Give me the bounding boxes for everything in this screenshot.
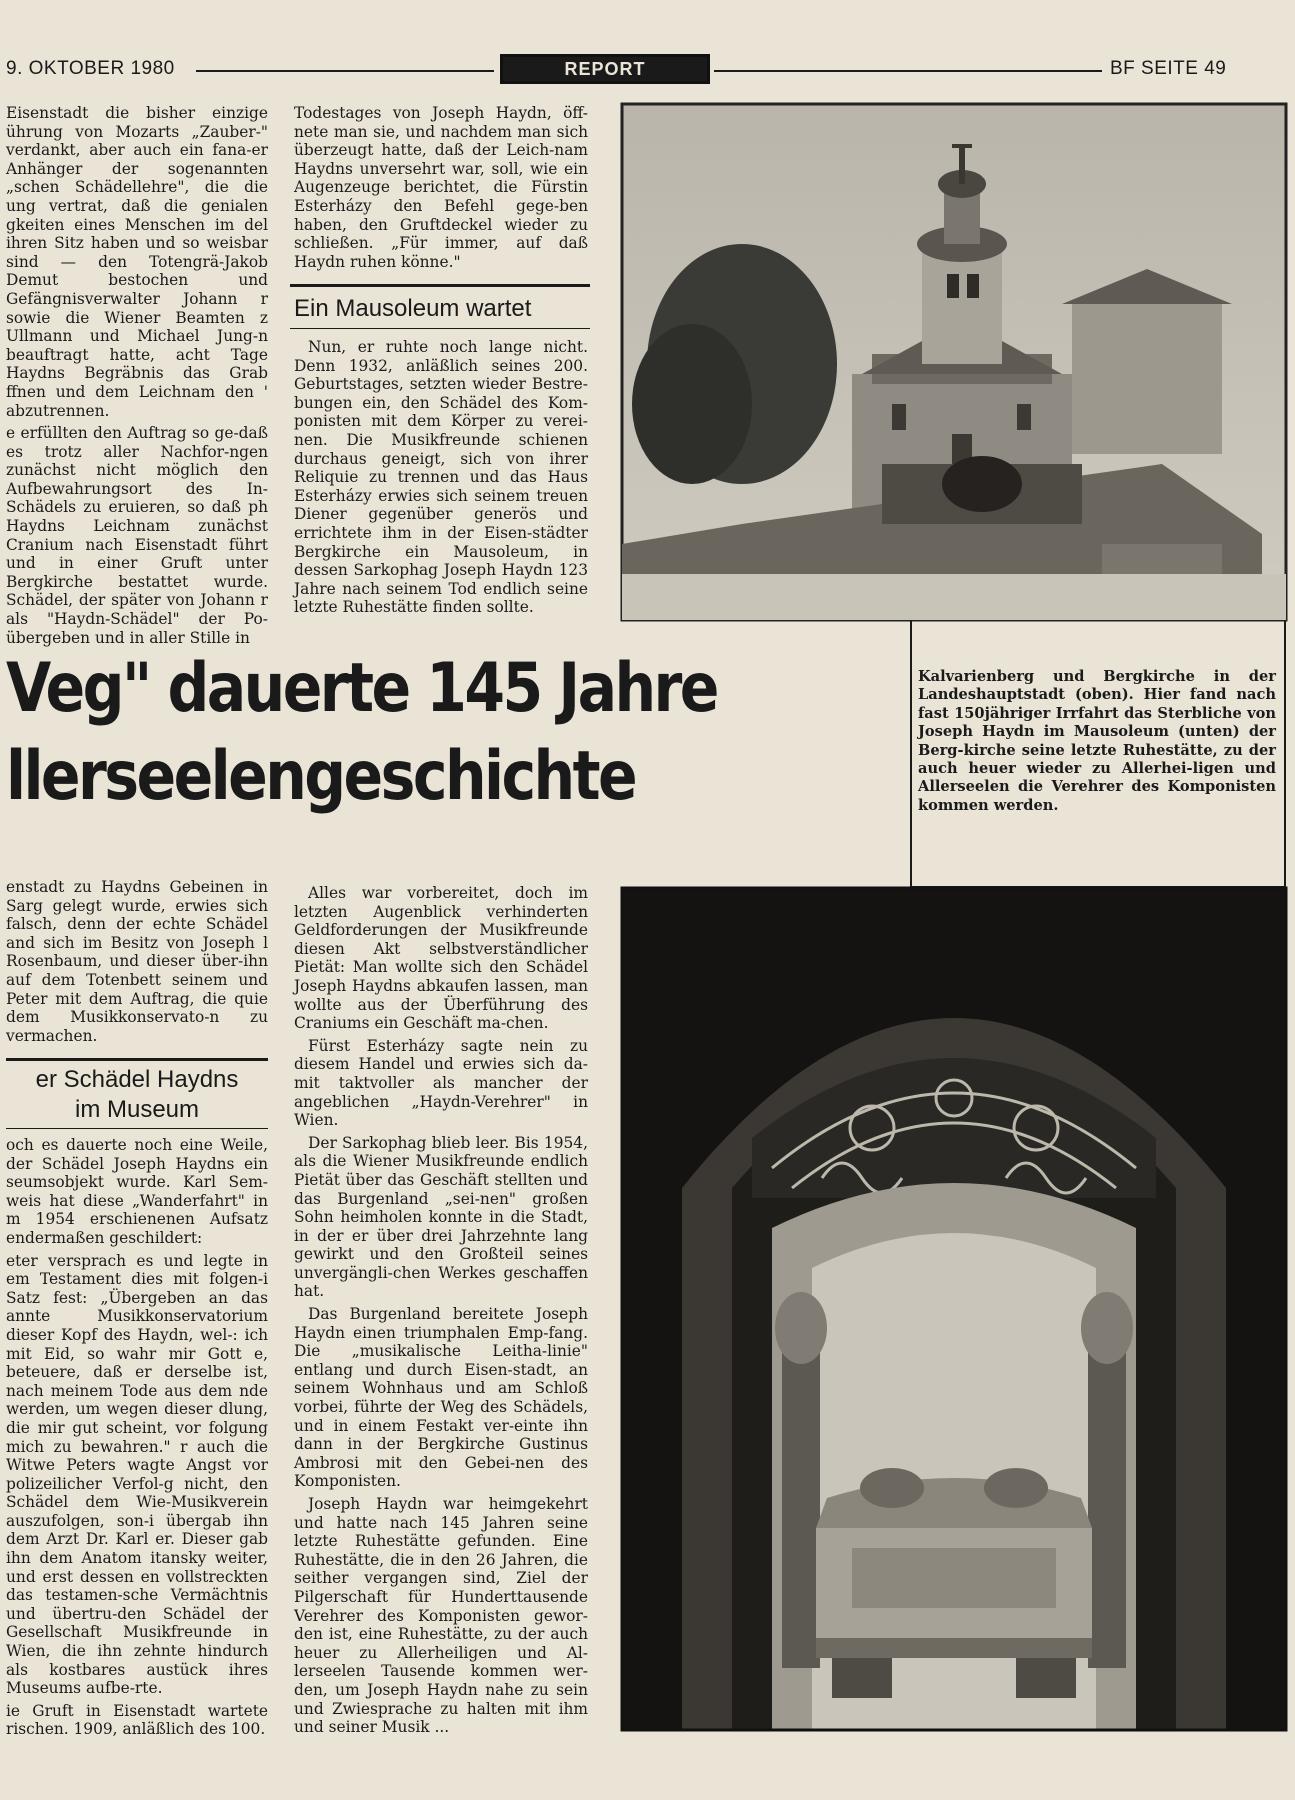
subhead-2-rule-bottom [6, 1128, 268, 1129]
paragraph: enstadt zu Haydns Gebeinen in Sarg gelegt wurde, erwies sich falsch, denn der echte Schädel and sich im Besitz von Joseph l Rosenbaum, und dieser über-ihn auf dem Totenbett seinem und Peter mit dem Auftrag, die quie dem Musikkonservato-n zu vermachen. [6, 878, 268, 1045]
paragraph: Alles war vorbereitet, doch im letzten Augenblick verhinderten Geldforderungen der Musikfreunde diesen Akt selbstverständlicher Pietät: Man wollte sich den Schädel Joseph Haydns abkaufen lassen, man wollte aus der Überführung des Craniums ein Geschäft ma-chen. [294, 884, 588, 1033]
column-1-bottom [6, 1136, 268, 1796]
subhead-2-rule [6, 1058, 268, 1061]
paragraph: Joseph Haydn war heimgekehrt und hatte nach 145 Jahren seine letzte Ruhestätte gefunden. Eine Ruhestätte, die in den 26 Jahren, die seither vergangen sind, Ziel der Pilgerschaft für Hunderttausende Verehrer des Komponisten gewor-den ist, eine Ruhestätte, zu der auch heuer zu Allerheiligen und Al-lerseelen Tausende kommen wer-den, um Joseph Haydn nahe zu sein und Zwiesprache zu halten mit ihm und seiner Musik ... [294, 1495, 588, 1737]
paragraph: e erfüllten den Auftrag so ge-daß es trotz aller Nachfor-ngen zunächst nicht möglich den Aufbewahrungsort des In-Schädels zu eruieren, so daß ph Haydns Leichnam zunächst Cranium nach Eisenstadt führt und in einer Gruft unter Bergkirche bestattet wurde. Schädel, der später von Johann r als "Haydn-Schädel" der Po-übergeben und in aller Stille in [6, 424, 268, 647]
subhead-museum-line-2: im Museum [74, 1096, 200, 1123]
section-badge: REPORT [500, 54, 710, 84]
paragraph: eter versprach es und legte in em Testament dies mit folgen-i Satz fest: „Übergeben an das annte Musikkonservatorium dieser Kopf des Haydn, wel-: ich mit Eid, so wahr mir Gott e, beteuere, daß er derselbe ist, nach meinem Tode aus dem nde werden, um wegen dieser dlung, die mir gut scheint, vor folgung mich zu bewahren." r auch die Witwe Peters wagte Angst vor polizeilicher Verfol-g nicht, den Schädel dem Wie-Musikverein auszufolgen, son-i übergab ihn dem Arzt Dr. Karl er. Dieser gab ihn dem Anatom itansky weiter, und erst dessen en vollstreckten das testamen-sche Vermächtnis und übertru-den Schädel der Gesellschaft Musikfreunde in Wien, die ihn zehnte hindurch als kostbares austück ihres Museums aufbe-rte. [6, 1251, 268, 1698]
subhead-museum-line-1: er Schädel Haydns [35, 1066, 239, 1093]
subhead-rule [290, 284, 590, 287]
paragraph: och es dauerte noch eine Weile, der Schädel Joseph Haydns ein seumsobjekt wurde. Karl Sem-weis hat diese „Wanderfahrt" in m 1954 erschienenen Aufsatz endermaßen geschildert: [6, 1136, 268, 1247]
page-number: BF SEITE 49 [1110, 58, 1227, 79]
subhead-mausoleum: Ein Mausoleum wartet [294, 295, 532, 322]
caption-box-right-rule [1284, 620, 1286, 888]
headline-line-1: Veg" dauerte 145 Jahre [6, 649, 717, 728]
header-rule-left [196, 70, 494, 72]
paragraph: Fürst Esterházy sagte nein zu diesem Handel und erwies sich da-mit taktvoller als mancher der angeblichen „Haydn-Verehrer" in Wien. [294, 1036, 588, 1130]
caption-box-left-rule [910, 620, 912, 888]
column-2-mausoleum [294, 338, 588, 628]
paragraph: Das Burgenland bereitete Joseph Haydn einen triumphalen Emp-fang. Die „musikalische Leitha-linie" entlang und durch Eisen-stadt, an seinem Wohnhaus und am Schloß vorbei, führte der Weg des Schädels, und in einem Festakt ver-einte ihn dann in der Bergkirche Gustinus Ambrosi mit den Gebei-nen des Komponisten. [294, 1305, 588, 1491]
photo-caption: Kalvarienberg und Bergkirche in der Landeshauptstadt (oben). Hier fand nach fast 150jähriger Irrfahrt das Sterbliche von Joseph Haydn im Mausoleum (unten) der Berg-kirche seine letzte Ruhestätte, zu der auch heuer wieder zu Allerhei-ligen und Allerseelen die Verehrer des Komponisten kommen werden. [918, 668, 1276, 814]
column-1-mid [6, 878, 268, 1046]
paragraph: Eisenstadt die bisher einzige ührung von Mozarts „Zauber-" verdankt, aber auch ein fana-er Anhänger der sogenannten „schen Schädellehre", die die ung vertrat, daß die genialen gkeiten eines Menschen im del ihren Sitz haben und so weisbar sind — den Totengrä-Jakob Demut bestochen und Gefängnisverwalter Johann r sowie die Wiener Beamten z Ullmann und Michael Jung-n beauftragt hatte, acht Tage Haydns Begräbnis das Grab ffnen und dem Leichnam den ' abzutrennen. [6, 104, 268, 420]
paragraph: Todestages von Joseph Haydn, öff-nete man sie, und nachdem man sich überzeugt hatte, daß der Leich-nam Haydns unversehrt war, soll, wie ein Augenzeuge berichtet, die Fürstin Esterházy den Befehl gege-ben haben, den Gruftdeckel wieder zu schließen. „Für immer, auf daß Haydn ruhen könne." [294, 104, 588, 271]
subhead-rule-bottom [290, 328, 590, 329]
paragraph: Der Sarkophag blieb leer. Bis 1954, als die Wiener Musikfreunde endlich Pietät über das Geschäft stellten und das Burgenland „sei-nen" großen Sohn heimholen konnte in die Stadt, in der er über drei Jahrzehnte lang gewirkt und den Großteil seines unvergängli-chen Werkes geschaffen hat. [294, 1133, 588, 1301]
mausoleum-photo [622, 888, 1286, 1730]
issue-date: 9. OKTOBER 1980 [6, 58, 175, 79]
header-rule-right [714, 70, 1102, 72]
paragraph: ie Gruft in Eisenstadt wartete rischen. 1909, anläßlich des 100. [6, 1701, 268, 1739]
paragraph: Nun, er ruhte noch lange nicht. Denn 1932, anläßlich seines 200. Geburtstages, setzten wieder Bestre-bungen ein, den Schädel des Kom-ponisten mit dem Körper zu verei-nen. Die Musikfreunde schienen durchaus geneigt, sich von ihrer Reliquie zu trennen und das Haus Esterházy erwies sich seinem treuen Diener gegenüber generös und errichtete ihm in der Eisen-städter Bergkirche ein Mausoleum, in dessen Sarkophag Joseph Haydn 123 Jahre nach seinem Tod endlich seine letzte Ruhestätte finden sollte. [294, 338, 588, 617]
column-1-top [6, 104, 268, 647]
bergkirche-photo [622, 104, 1286, 620]
column-2-bottom [294, 884, 588, 1796]
headline-line-2: llerseelengeschichte [6, 737, 636, 816]
column-2-top [294, 104, 588, 274]
